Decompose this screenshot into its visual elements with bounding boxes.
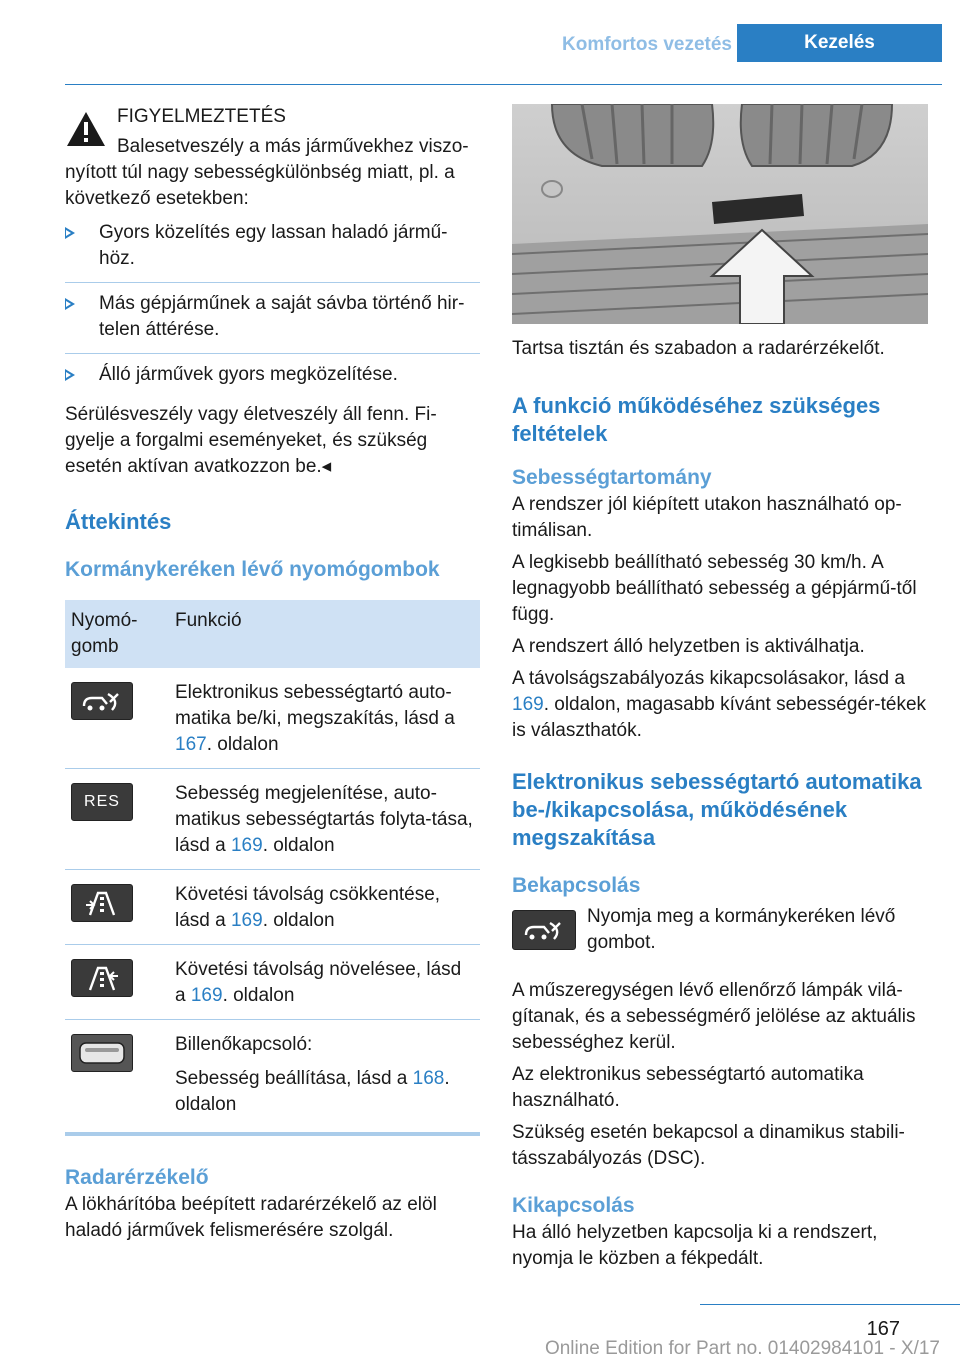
buttons-subheading: Kormánykeréken lévő nyomógombok [65,558,440,581]
warning-title: FIGYELMEZTETÉS [117,106,286,127]
radar-text: A lökhárítóba beépített radarérzékelő az elöl haladó járművek felismerésére szolgál. [65,1194,437,1241]
switch-off-heading: Kikapcsolás [512,1194,635,1217]
function-cell: Elektronikus sebességtartó auto-matika be/ki, megszakítás, lásd a 167. oldalon [169,668,480,769]
speed-text-1: A rendszer jól kiépített utakon használható op-timálisan. [512,494,902,541]
list-item: Gyors közelítés egy lassan haladó jármű-höz. [65,220,480,283]
buttons-table [65,600,480,1136]
radar-heading: Radarérzékelő [65,1166,209,1189]
left-column [65,104,480,1244]
speed-text-3: A rendszert álló helyzetben is aktiválhatja. [512,636,865,657]
cruise-control-icon [512,910,576,950]
switch-on-text: Nyomja meg a kormánykeréken lévő gombot. [587,906,896,953]
table-row [65,1020,480,1135]
distance-increase-icon [71,959,133,997]
page-link[interactable]: 169 [512,694,544,715]
page-header [0,24,960,62]
warning-intro: Balesetveszély a más járművekhez viszo-nyított túl nagy sebességkülönbség miatt, pl. a következő esetekben: [65,136,469,209]
page-link[interactable]: 169 [230,835,263,856]
switching-heading: Elektronikus sebességtartó automatika be-/kikapcsolása, működésének megszakítása [512,769,922,850]
right-column [512,104,928,1272]
photo-caption: Tartsa tisztán és szabadon a radarérzékelőt. [512,338,885,359]
table-row [65,668,480,769]
header-divider [65,84,942,85]
page-link[interactable]: 168 [412,1068,445,1089]
speed-text-4: A távolságszabályozás kikapcsolásakor, lásd a 169. oldalon, magasabb kívánt sebességér-tékek is választhatók. [512,668,927,741]
triangle-bullet-icon [65,369,75,381]
table-row [65,945,480,1020]
page-link[interactable]: 167 [175,734,207,755]
conditions-heading: A funkció működéséhez szükséges feltételek [512,393,881,446]
triangle-bullet-icon [65,298,75,310]
page-number: 167 [866,1318,900,1340]
overview-heading: Áttekintés [65,509,172,534]
page-link[interactable]: 169 [190,985,223,1006]
warning-closing: Sérülésveszély vagy életveszély áll fenn. Fi-gyelje a forgalmi eseményeket, és szükség esetén aktívan avatkozzon be.◂ [65,404,437,477]
switch-on-para-1: A műszeregységen lévő ellenőrző lámpák vilá-gítanak, és a sebességmérő jelölése az aktuális sebességhez kerül. [512,980,916,1053]
function-cell: Követési távolság csökkentése, lásd a 169. oldalon [169,870,480,945]
distance-decrease-icon [71,884,133,922]
footer-divider [700,1304,960,1305]
list-item: Álló járművek gyors megközelítése. [65,362,480,398]
warning-block [65,104,480,480]
page-link[interactable]: 169 [230,910,263,931]
switch-on-block [512,904,928,962]
table-row [65,769,480,870]
switch-on-para-2: Az elektronikus sebességtartó automatika használható. [512,1064,864,1111]
table-row [65,870,480,945]
warning-list [65,220,480,398]
table-header-row [65,600,480,668]
switch-on-heading: Bekapcsolás [512,874,641,897]
function-cell: Sebesség megjelenítése, auto-matikus sebességtartás folyta-tása, lásd a 169. oldalon [169,769,480,870]
col-header-function: Funkció [169,600,480,668]
cruise-control-icon [71,682,133,720]
header-section-title[interactable]: Komfortos vezetés [562,34,732,55]
speed-text-2: A legkisebb beállítható sebesség 30 km/h. A legnagyobb beállítható sebesség a gépjármű-től függ. [512,552,917,625]
header-chapter-tab[interactable]: Kezelés [737,24,942,62]
switch-off-text: Ha álló helyzetben kapcsolja ki a rendszert, nyomja le közben a fékpedált. [512,1222,878,1269]
radar-sensor-photo [512,104,928,324]
col-header-button: Nyomó-gomb [65,600,169,668]
warning-triangle-icon [65,110,107,148]
triangle-bullet-icon [65,227,75,239]
rocker-switch-icon [71,1034,133,1072]
function-cell: Követési távolság növelésee, lásd a 169. oldalon [169,945,480,1020]
function-cell: Billenőkapcsoló: Sebesség beállítása, lásd a 168. oldalon [169,1020,480,1135]
res-button-icon: RES [71,783,133,821]
edition-note: Online Edition for Part no. 01402984101 - X/17 [544,1338,940,1359]
list-item: Más gépjárműnek a saját sávba történő hir-telen áttérése. [65,291,480,354]
speed-range-heading: Sebességtartomány [512,466,712,489]
switch-on-para-3: Szükség esetén bekapcsol a dinamikus stabili-tásszabályozás (DSC). [512,1122,905,1169]
